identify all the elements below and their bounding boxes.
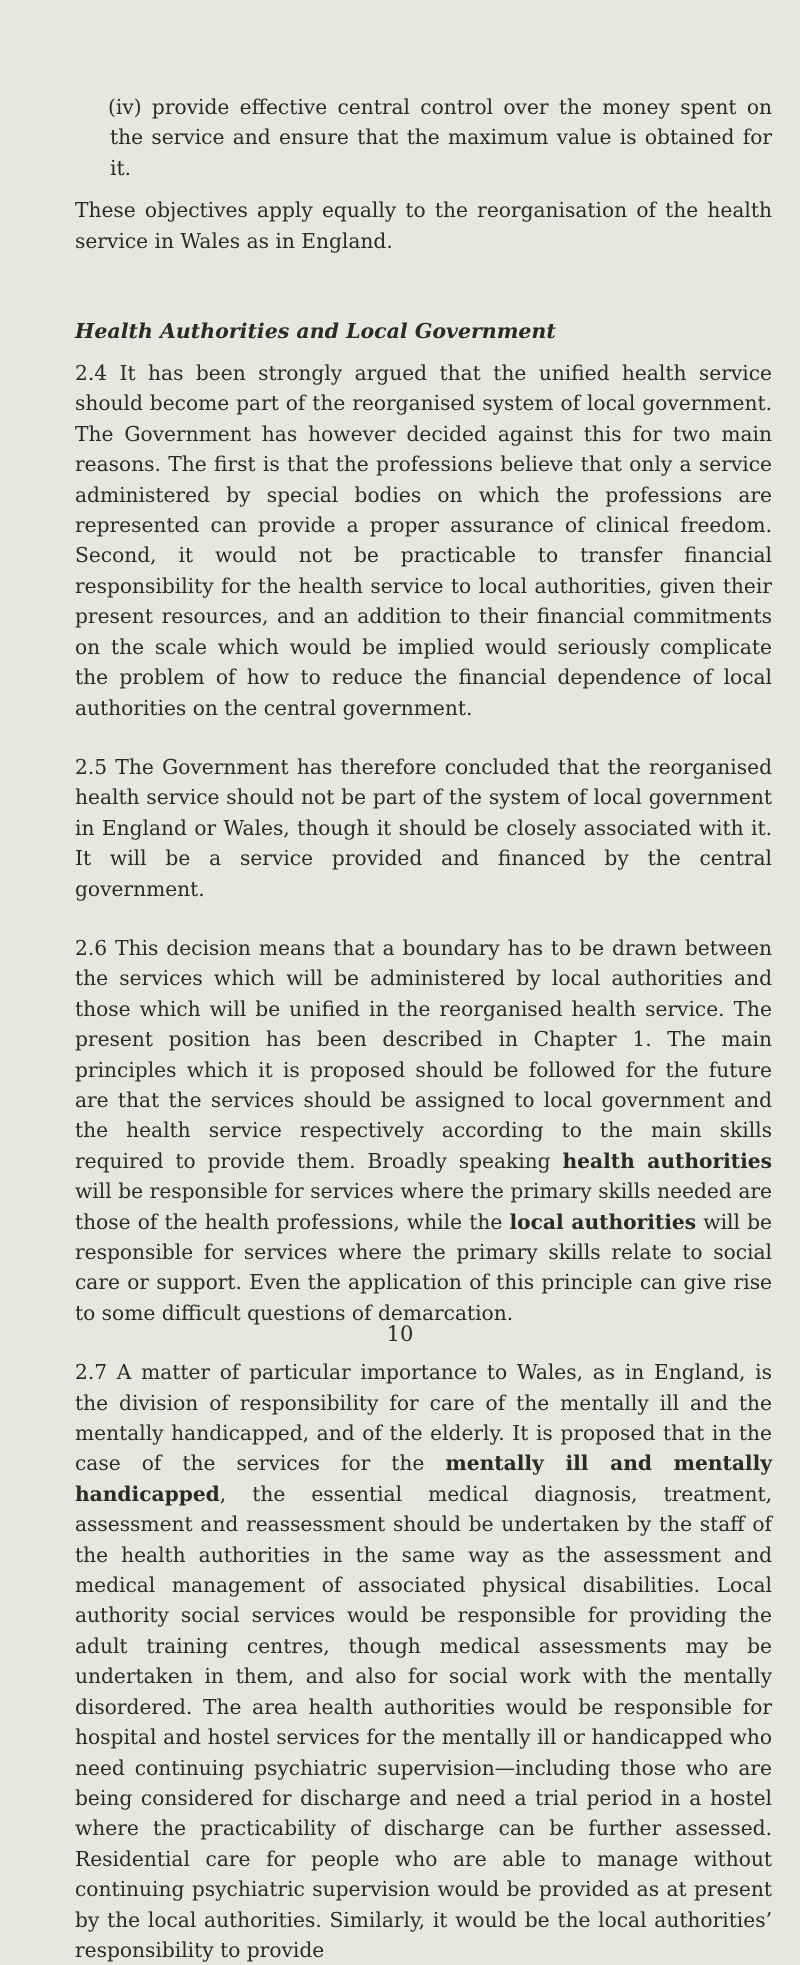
paragraph-2-7 [75, 1357, 772, 1965]
paragraph-2-6-text-2: will be responsible for services where the primary skills needed are those of the health professions, while the [75, 1179, 772, 1234]
bold-term-local-authorities: local authorities [509, 1209, 697, 1234]
section-heading: Health Authorities and Local Government [75, 319, 556, 344]
paragraph-2-6 [75, 933, 772, 1328]
objectives-paragraph: These objectives apply equally to the reorganisation of the health service in Wales as in England. [75, 198, 772, 253]
page-number: 10 [386, 1322, 414, 1346]
paragraph-2-5: 2.5 The Government has therefore concluded that the reorganised health service should not be part of the system of local government in England or Wales, though it should be closely associated with it. It will be a service provided and financed by the central government. [75, 754, 772, 901]
list-item-iv: (iv) provide effective central control over the money spent on the service and ensure that the maximum value is obtained for it. [108, 95, 772, 180]
paragraph-2-7-text-2: , the essential medical diagnosis, treatment, assessment and reassessment should be undertaken by the staff of the health authorities in the same way as the assessment and medical management of associated physical disabilities. Local authority social services would be responsible for providing the adult training centres, though medical assessments may be undertaken in them, and also for social work with the mentally disordered. The area health authorities would be responsible for hospital and hostel services for the mentally ill or handicapped who need continuing psychiatric supervision—including those who are being considered for discharge and need a trial period in a hostel where the practicability of discharge can be further assessed. Residential care for people who are able to manage without continuing psychiatric supervision would be provided as at present by the local authorities. Similarly, it would be the local authorities’ responsibility to provide [75, 1481, 772, 1962]
bold-term-health-authorities: health authorities [562, 1148, 772, 1173]
paragraph-2-7-text-1: 2.7 A matter of particular importance to Wales, as in England, is the division of responsibility for care of the mentally ill and the mentally handicapped, and of the elderly. It is proposed that in the case of the services for the [75, 1360, 772, 1476]
paragraph-2-6-text-3: will be responsible for services where the primary skills relate to social care or support. Even the application of this principle can give rise to some difficult questions of demarcation. [75, 1209, 772, 1325]
bold-term-mentally-ill-and-handicapped: mentally ill and mentally handicapped [75, 1451, 772, 1506]
paragraph-2-6-text-1: 2.6 This decision means that a boundary has to be drawn between the services which will be administered by local authorities and those which will be unified in the reorganised health service. The present position has been described in Chapter 1. The main principles which it is proposed should be followed for the future are that the services should be assigned to local government and the health service respectively according to the main skills required to provide them. Broadly speaking [75, 935, 772, 1173]
paragraph-2-4: 2.4 It has been strongly argued that the unified health service should become part of the reorganised system of local government. The Government has however decided against this for two main reasons. The first is that the professions believe that only a service administered by special bodies on which the professions are represented can provide a proper assurance of clinical freedom. Second, it would not be practicable to transfer financial responsibility for the health service to local authorities, given their present resources, and an addition to their financial commitments on the scale which would be implied would seriously complicate the problem of how to reduce the financial dependence of local authorities on the central government. [75, 361, 772, 720]
